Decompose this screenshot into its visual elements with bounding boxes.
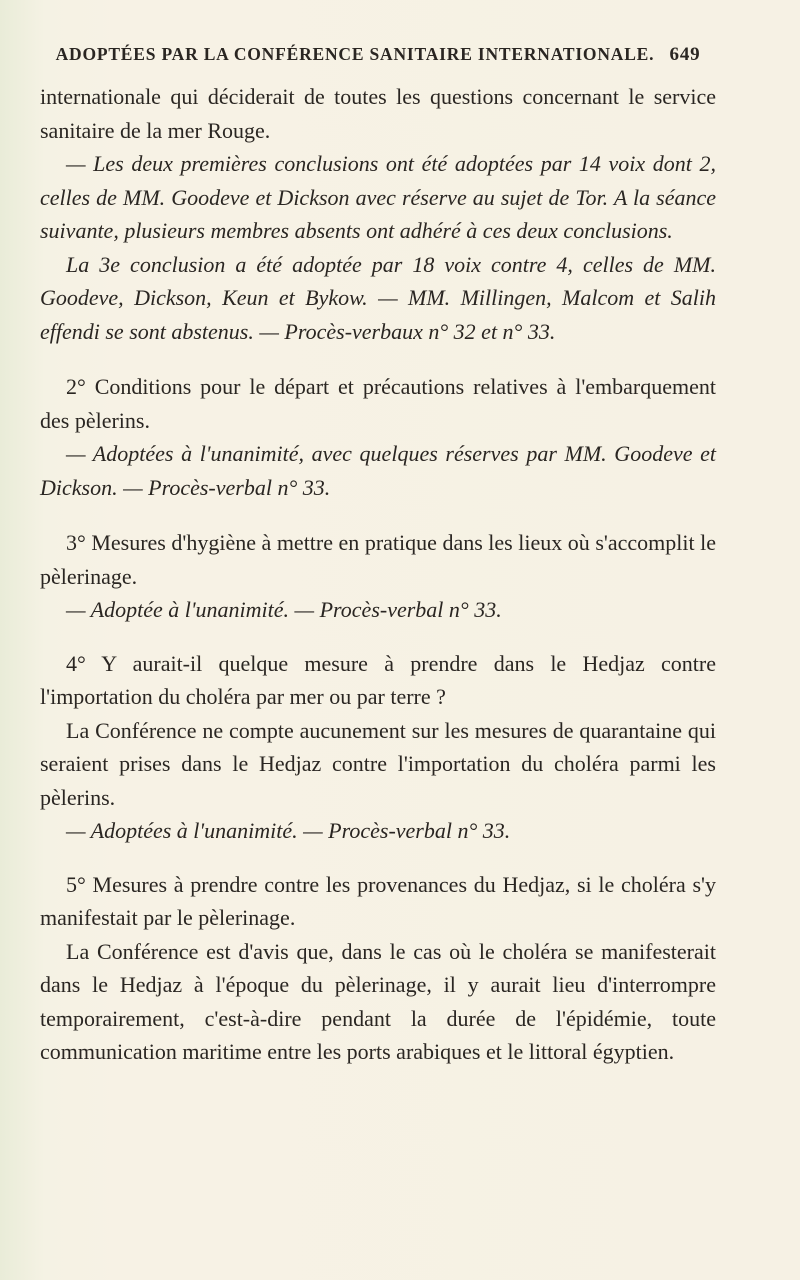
paragraph-note-item-4: — Adoptées à l'unanimité. — Procès-verbal n° 33. [66,818,511,843]
page-text [40,44,716,1069]
paragraph-continuation: internationale qui déciderait de toutes les questions concernant le service sanitaire de la mer Rouge. [40,84,716,143]
running-head [40,44,716,66]
paragraph-item-4: 4° Y aurait-il quelque mesure à prendre dans le Hedjaz contre l'importation du choléra par mer ou par terre ? [40,650,716,709]
paragraph-item-5: 5° Mesures à prendre contre les provenances du Hedjaz, si le choléra s'y manifestait par le pèlerinage. [40,871,716,930]
paragraph-note-first-conclusions: — Les deux premières conclusions ont été adoptées par 14 voix dont 2, celles de MM. Goodeve et Dickson avec réserve au sujet de Tor. A la séance suivante, plusieurs membres absents ont adhéré à ces deux conclusions. [40,151,716,243]
paragraph-note-third-conclusion: La 3e conclusion a été adoptée par 18 voix contre 4, celles de MM. Goodeve, Dickson, Keun et Bykow. — MM. Millingen, Malcom et Salih effendi se sont abstenus. — Procès-verbaux n° 32 et n° 33. [40,251,716,344]
paragraph-note-item-2: — Adoptées à l'unanimité, avec quelques réserves par MM. Goodeve et Dickson. — Procès-verbal n° 33. [40,441,716,500]
page-number: 649 [669,44,701,65]
paragraph-conference-item-4: La Conférence ne compte aucunement sur les mesures de quarantaine qui seraient prises dans le Hedjaz contre l'importation du choléra parmi les pèlerins. [40,717,716,810]
paragraph-conference-item-5: La Conférence est d'avis que, dans le cas où le choléra se manifesterait dans le Hedjaz à l'époque du pèlerinage, il y aurait lieu d'interrompre temporairement, c'est-à-dire pendant la durée de l'épidémie, toute communication maritime entre les ports arabiques et le littoral égyptien. [40,938,716,1064]
paragraph-note-item-3: — Adoptée à l'unanimité. — Procès-verbal n° 33. [66,597,502,622]
paragraph-item-2: 2° Conditions pour le départ et précautions relatives à l'embarquement des pèlerins. [40,374,716,433]
paragraph-item-3: 3° Mesures d'hygiène à mettre en pratique dans les lieux où s'accomplit le pèlerinage. [40,530,716,589]
running-title: ADOPTÉES PAR LA CONFÉRENCE SANITAIRE INTERNATIONALE. [55,44,655,64]
